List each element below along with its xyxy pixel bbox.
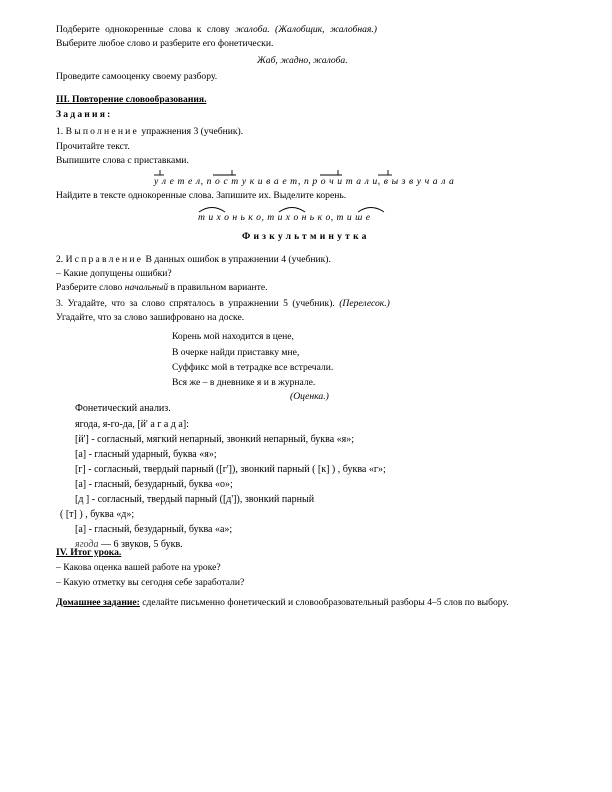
riddle-answer: (Оценка.) — [290, 391, 329, 402]
task1-label: Выполнение — [65, 126, 139, 137]
homework-text: сделайте письменно фонетический и словообразовательный разборы 4–5 слов по выбору. — [139, 597, 509, 608]
task2-label: Исправление — [65, 254, 144, 265]
cognates-answer: (Жалобщик, жалобная.) — [269, 24, 377, 35]
homework — [56, 597, 509, 608]
sound-line: [а] - гласный, безударный, буква «о»; — [75, 479, 233, 490]
sound-line: [а] - гласный ударный, буква «я»; — [75, 449, 217, 460]
task2-number: 2. — [56, 254, 66, 265]
task1 — [56, 126, 243, 137]
task3-answer: (Перелесок.) — [339, 298, 390, 309]
phonetic-syllables: ягода, я-го-да, [й' а г а д а]: — [75, 419, 189, 430]
analyze-word-line — [56, 282, 268, 293]
section4-heading: IV. Итог урока. — [56, 547, 122, 558]
summary-word: ягода — [75, 539, 99, 550]
riddle-line-2: В очерке найди приставку мне, — [172, 347, 300, 358]
sound-line: ( [т] ) , буква «д»; — [60, 509, 135, 520]
riddle-line-1: Корень мой находится в цене, — [172, 331, 294, 342]
write-out-prefixes: Выпишите слова с приставками. — [56, 155, 189, 166]
homework-label: Домашнее задание: — [56, 597, 140, 608]
riddle-line-4: Вся же – в дневнике я и в журнале. — [172, 377, 316, 388]
sound-line: [д ] - согласный, твердый парный ([д']), звонкий парный — [75, 494, 315, 505]
prefix-words: у л е т е л, п о с т у к и в а е т, п р о ч и т а л и, в ы з в у ч а л а — [154, 176, 455, 187]
physical-break-heading: Физкультминутка — [242, 231, 370, 242]
self-assessment: Проведите самооценку своему разбору. — [56, 71, 218, 82]
phonetic-title: Фонетический анализ. — [75, 403, 171, 414]
cognates-word: жалоба. — [235, 24, 270, 35]
example-words: Жаб, жадно, жалоба. — [257, 55, 348, 66]
phonetic-instruction: Выберите любое слово и разберите его фонетически. — [56, 38, 274, 49]
analyze-suffix: в правильном варианте. — [168, 282, 268, 293]
tasks-label: Задания: — [56, 109, 113, 120]
summary-count: — 6 звуков, 5 букв. — [98, 539, 183, 550]
task2-text: В данных ошибок в упражнении 4 (учебник). — [143, 254, 331, 265]
riddle-line-3: Суффикс мой в тетрадке все встречали. — [172, 362, 334, 373]
lesson-question-2: – Какую отметку вы сегодня себе заработали? — [56, 577, 245, 588]
sound-line: [г] - согласный, твердый парный ([г']), звонкий парный ( [к] ) , буква «г»; — [75, 464, 386, 475]
task3-text: 3. Угадайте, что за слово спряталось в упражнении 5 (учебник). — [56, 298, 340, 309]
lesson-question-1: – Какова оценка вашей работе на уроке? — [56, 562, 221, 573]
task3-board: Угадайте, что за слово зашифровано на доске. — [56, 312, 245, 323]
errors-question: – Какие допущены ошибки? — [56, 268, 172, 279]
read-text: Прочитайте текст. — [56, 141, 130, 152]
cognates-text: Подберите однокоренные слова к слову — [56, 24, 236, 35]
task3 — [56, 298, 390, 309]
root-words: т и х о н ь к о, т и х о н ь к о, т и ш е — [198, 212, 371, 223]
sound-line: [а] - гласный, безударный, буква «а»; — [75, 524, 233, 535]
task2 — [56, 254, 331, 265]
analyze-word: начальный — [124, 282, 169, 293]
find-cognates: Найдите в тексте однокоренные слова. Запишите их. Выделите корень. — [56, 190, 347, 201]
task1-number: 1. — [56, 126, 66, 137]
analyze-prefix: Разберите слово — [56, 282, 125, 293]
task1-text: упражнения 3 (учебник). — [138, 126, 244, 137]
cognates-task — [56, 24, 377, 35]
section3-heading: III. Повторение словообразования. — [56, 94, 207, 105]
sound-line: [й'] - согласный, мягкий непарный, звонкий непарный, буква «я»; — [75, 434, 355, 445]
